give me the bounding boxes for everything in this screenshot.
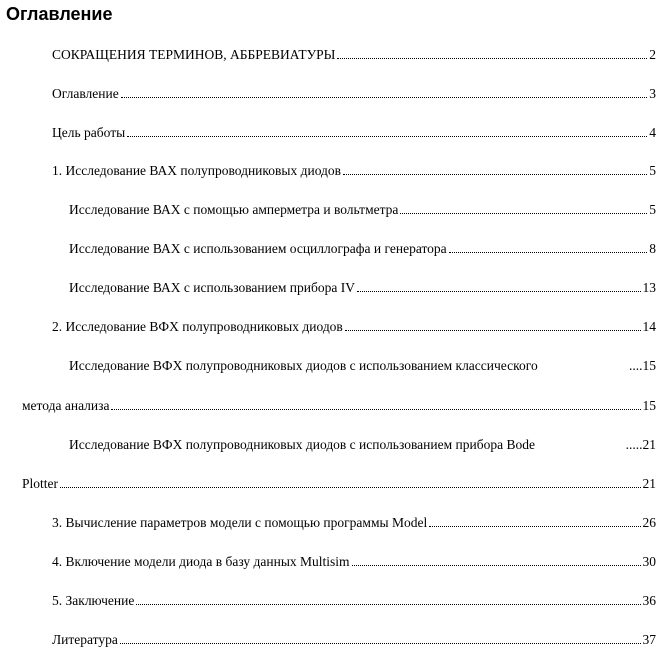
toc-leader-dots (120, 643, 641, 644)
toc-entry-title: Исследование ВФХ полупроводниковых диодов с использованием классического (69, 358, 538, 373)
toc-entry-title: Plotter (22, 476, 58, 491)
toc-leader-dots (352, 565, 641, 566)
toc-leader-dots (337, 58, 647, 59)
toc-leader-dots (429, 526, 640, 527)
toc-entry (52, 161, 656, 179)
toc-entry-page: ....15 (629, 358, 656, 373)
toc-entry-page: 26 (642, 515, 656, 530)
toc-entry (52, 591, 656, 609)
toc-leader-dots (121, 97, 648, 98)
toc-entry (52, 123, 656, 141)
toc-leader-dots (345, 330, 641, 331)
toc-entry-title: Исследование ВАХ с использованием осциллографа и генератора (69, 241, 447, 256)
toc-entry-page: 4 (649, 125, 656, 140)
toc-entry-page: 2 (649, 47, 656, 62)
toc-entry (52, 513, 656, 531)
toc-entry-page: 13 (642, 280, 656, 295)
toc-entry-page: 37 (642, 632, 656, 647)
toc-entry (22, 396, 656, 414)
toc-entry-page: 5 (649, 202, 656, 217)
toc-entry-title: СОКРАЩЕНИЯ ТЕРМИНОВ, АББРЕВИАТУРЫ (52, 47, 336, 62)
toc-entry-title: 5. Заключение (52, 593, 135, 608)
toc-entry-page: 36 (642, 593, 656, 608)
toc-entry-page: 30 (642, 554, 656, 569)
toc-entry-title: Исследование ВАХ с помощью амперметра и вольтметра (69, 202, 399, 217)
toc-entry (52, 45, 656, 63)
toc-entry-page: 15 (642, 398, 656, 413)
toc-entry-title: Исследование ВАХ с использованием прибора IV (69, 280, 355, 295)
toc-entry-title: 3. Вычисление параметров модели с помощью программы Model (52, 515, 428, 530)
toc-entry (52, 317, 656, 335)
toc-entry-title: Исследование ВФХ полупроводниковых диодов с использованием прибора Bode (69, 437, 535, 452)
toc-entry (69, 239, 656, 257)
toc-leader-dots (111, 409, 640, 410)
toc-entry (69, 356, 656, 374)
toc-leader-dots (136, 604, 640, 605)
toc-entry-title: метода анализа (22, 398, 110, 413)
toc-entry (52, 84, 656, 102)
toc-entry-page: 14 (642, 319, 656, 334)
toc-entry (52, 552, 656, 570)
toc-entry-title: Литература (52, 632, 118, 647)
toc-entry-title: 2. Исследование ВФХ полупроводниковых диодов (52, 319, 343, 334)
toc-leader-dots (357, 291, 641, 292)
toc-entry-page: 3 (649, 86, 656, 101)
toc-entry (69, 435, 656, 453)
toc-leader-dots (400, 213, 647, 214)
toc-entry-title: Цель работы (52, 125, 126, 140)
toc-entry-page: 21 (642, 476, 656, 491)
toc-entry-title: 1. Исследование ВАХ полупроводниковых диодов (52, 163, 342, 178)
toc-entry (69, 278, 656, 296)
toc-leader-dots (449, 252, 648, 253)
toc-entry-page: 5 (649, 163, 656, 178)
page-title: Оглавление (6, 4, 113, 24)
toc-entry (22, 474, 656, 492)
toc-entry-title: Оглавление (52, 86, 119, 101)
toc-entry-title: 4. Включение модели диода в базу данных Multisim (52, 554, 350, 569)
toc-entry (52, 630, 656, 648)
toc-leader-dots (60, 487, 641, 488)
toc-entry-page: 8 (649, 241, 656, 256)
toc-leader-dots (343, 174, 647, 175)
toc-entry (69, 200, 656, 218)
toc-leader-dots (127, 136, 647, 137)
toc-entry-page: .....21 (625, 437, 656, 452)
